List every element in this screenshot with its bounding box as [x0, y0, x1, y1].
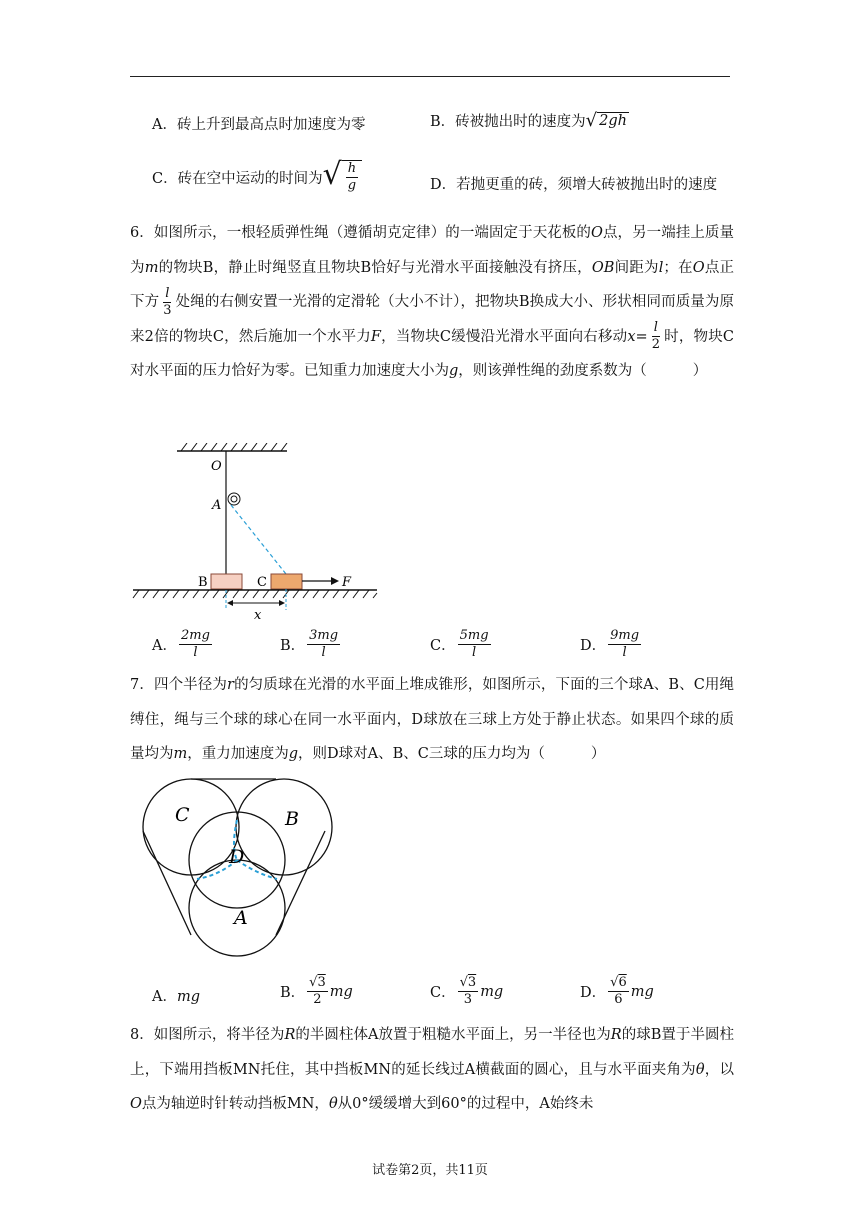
- q5-option-b: B． 砖被抛出时的速度为 √ 2gh: [430, 109, 627, 131]
- label-b: B: [285, 808, 299, 830]
- q6-figure: [125, 443, 385, 623]
- ball-b: [236, 779, 332, 875]
- q6-option-d: D． $\frac{9mg}{l}$: [580, 628, 640, 660]
- q7-option-a: A．mg: [152, 989, 201, 1005]
- ball-c: [143, 779, 239, 875]
- label-f: F: [342, 575, 352, 590]
- force-arrow-icon: [331, 577, 339, 585]
- q8-stem: 8．如图所示，将半径为R的半圆柱体A放置于粗糙水平面上，另一半径也为R的球B置于半圆柱上，下端用挡板MN托住，其中挡板MN的延长线过A横截面的圆心，且与水平面夹角为θ，以O点为轴逆时针转动挡板MN，θ从0°缓缓增大到60°的过程中，A始终未: [130, 1027, 735, 1112]
- block-b: [211, 574, 242, 589]
- sqrt-2gh: √ 2gh: [585, 109, 627, 131]
- page-footer: 试卷第2页，共11页: [372, 1163, 488, 1178]
- fraction-l-over-2: $\frac{l}{2}$: [651, 320, 660, 352]
- label-b: B: [198, 575, 208, 590]
- q5-option-d: D．若抛更重的砖，须增大砖被抛出时的速度: [430, 177, 718, 193]
- q7-option-b: B． $\frac{√3}{2}$ mg: [280, 975, 353, 1007]
- label-a: A: [234, 907, 248, 929]
- q5-option-c: C． 砖在空中运动的时间为 √ $\frac{h}{g}$: [152, 160, 362, 194]
- label-c: C: [257, 575, 267, 590]
- q6-option-a: A． $\frac{2mg}{l}$: [152, 628, 210, 660]
- label-c: C: [175, 804, 190, 826]
- label-o: O: [211, 459, 222, 474]
- q7-figure: [135, 775, 345, 965]
- label-a: A: [212, 498, 222, 513]
- pulley-icon: [228, 493, 240, 505]
- q7-option-c: C． $\frac{√3}{3}$ mg: [430, 975, 504, 1007]
- q6-stem: 6．如图所示，一根轻质弹性绳（遵循胡克定律）的一端固定于天花板的O点，另一端挂上质量为m的物块B，静止时绳竖直且物块B恰好与光滑水平面接触没有挤压，OB间距为l；在O点正下方 $\frac{l}{3}$ 处绳的右侧安置一光滑的定滑轮（大小不计），把物块B换成大小、形状相同而质量为原来2倍的物块C，然后施加一个水平力F，当物块C缓慢沿光滑水平面向右移动x= $\frac{l}{2}$ 时，物块C对水平面的压力恰好为零。已知重力加速度大小为g，则该弹性绳的劲度系数为（ ）: [130, 225, 735, 379]
- block-c: [271, 574, 302, 589]
- header-rule: [130, 76, 730, 77]
- fraction-l-over-3: $\frac{l}{3}$: [163, 285, 172, 318]
- q6-option-b: B． $\frac{3mg}{l}$: [280, 628, 339, 660]
- label-d: D: [229, 846, 245, 868]
- q6-option-c: C． $\frac{5mg}{l}$: [430, 628, 489, 660]
- label-x: x: [254, 608, 262, 623]
- q7-stem: 7．四个半径为r的匀质球在光滑的水平面上堆成锥形，如图所示，下面的三个球A、B、C用绳缚住，绳与三个球的球心在同一水平面内，D球放在三球上方处于静止状态。如果四个球的质量均为m，重力加速度为g，则D球对A、B、C三球的压力均为（ ）: [130, 677, 735, 762]
- q5-option-a: A．砖上升到最高点时加速度为零: [152, 117, 366, 133]
- q7-option-d: D． $\frac{√6}{6}$ mg: [580, 975, 654, 1007]
